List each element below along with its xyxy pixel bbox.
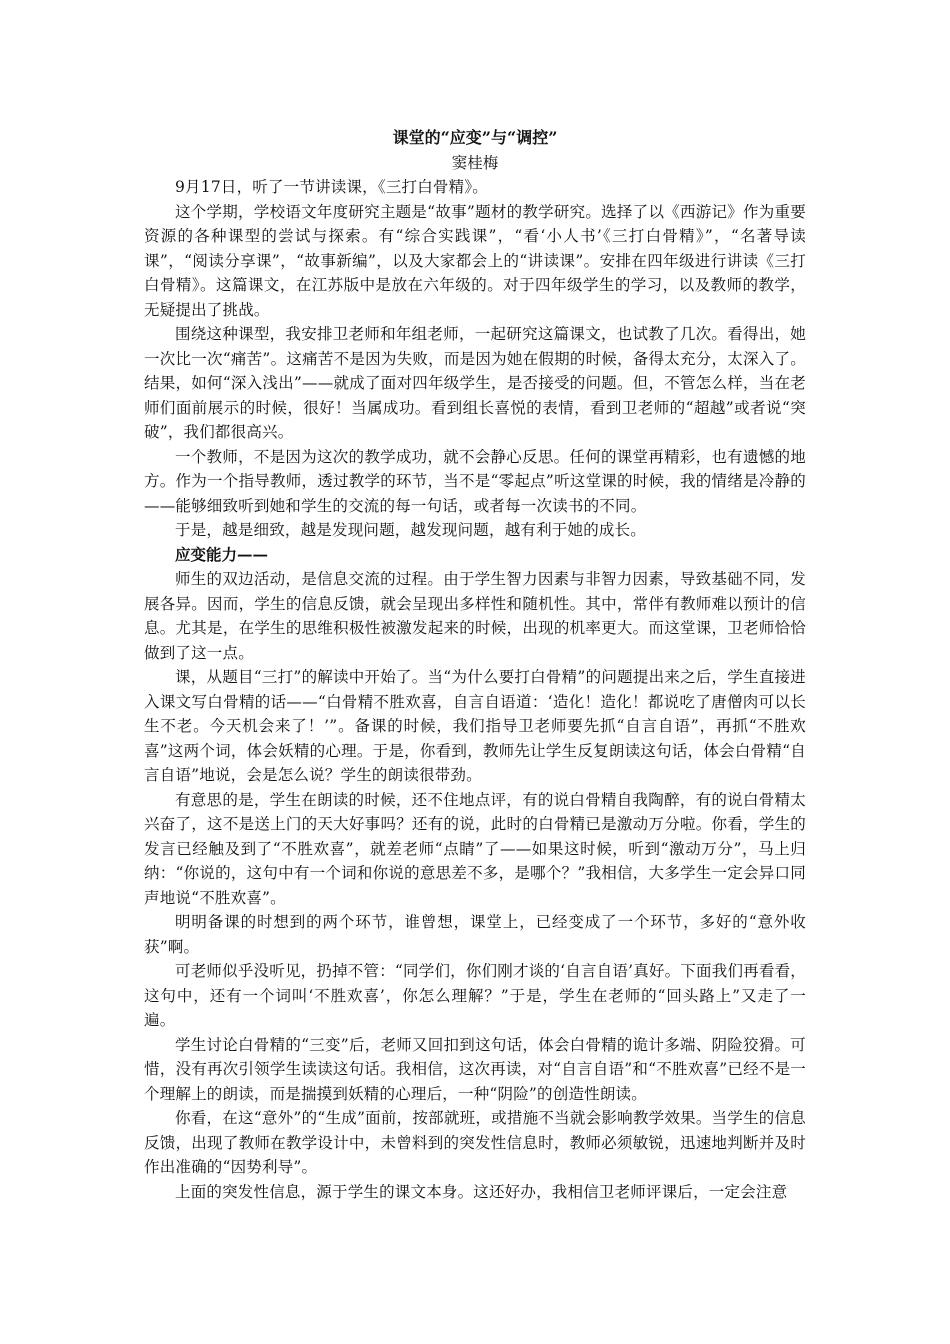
paragraph-closing: 上面的突发性信息，源于学生的课文本身。这还好办，我相信卫老师评课后，一定会注意: [175, 1182, 788, 1201]
paragraph-growth: 于是，越是细致，越是发现问题，越发现问题，越有利于她的成长。: [175, 521, 647, 539]
section-heading: 应变能力——: [175, 544, 269, 564]
paragraph-unexpected-gain: 明明备课的时想到的两个环节，谁曾想，课堂上，已经变成了一个环节，多好的“意外收获”啊。: [144, 913, 806, 956]
document-page: [144, 126, 806, 1204]
paragraph-guidance: 你看，在这“意外”的“生成”面前，按部就班，或措施不当就会影响教学效果。当学生的信息反馈，出现了教师在教学设计中，未曾料到的突发性信息时，教师必须敏锐，迅速地判断并及时作出准确的“因势利导”。: [144, 1109, 806, 1176]
document-author: 窦桂梅: [451, 153, 499, 172]
document-title: 课堂的“应变”与“调控”: [392, 128, 558, 147]
paragraph-three-changes: 学生讨论白骨精的“三变”后，老师又回扣到这句话，体会白骨精的诡计多端、阴险狡猾。可惜，没有再次引领学生读读这句话。我相信，这次再读，对“自言自语”和“不胜欢喜”已经不是一个理解上的朗读，而是揣摸到妖精的心理后，一种“阴险”的创造性朗读。: [144, 1035, 806, 1103]
paragraph-lesson-start: 课，从题目“三打”的解读中开始了。当“为什么要打白骨精”的问题提出来之后，学生直接进入课文写白骨精的话——“白骨精不胜欢喜，自言自语道：‘造化！造化！都说吃了唐僧肉可以长生不老。今天机会来了！’”。备课的时候，我们指导卫老师要先抓“自言自语”，再抓“不胜欢喜”这两个词，体会妖精的心理。于是，你看到，教师先让学生反复朗读这句话，体会白骨精“自言自语”地说，会是怎么说？学生的朗读很带劲。: [144, 668, 806, 784]
paragraph-preparation: 围绕这种课型，我安排卫老师和年组老师，一起研究这篇课文，也试教了几次。看得出，她一次比一次“痛苦”。这痛苦不是因为失败，而是因为她在假期的时候，备得太充分，太深入了。结果，如何“深入浅出”——就成了面对四年级学生，是否接受的问题。但，不管怎么样，当在老师们面前展示的时候，很好！当属成功。看到组长喜悦的表情，看到卫老师的“超越”或者说“突破”，我们都很高兴。: [144, 325, 806, 441]
paragraph-research-theme: 这个学期，学校语文年度研究主题是“故事”题材的教学研究。选择了以《西游记》作为重要资源的各种课型的尝试与探索。有“综合实践课”，“看‘小人书’《三打白骨精》”，“名著导读课”，“阅读分享课”，“故事新编”，以及大家都会上的“讲读课”。安排在四年级进行讲读《三打白骨精》。这篇课文，在江苏版中是放在六年级的。对于四年级学生的学习，以及教师的教学，无疑提出了挑战。: [144, 202, 806, 319]
paragraph-date: 9月17日，听了一节讲读课，《三打白骨精》。: [175, 178, 488, 196]
paragraph-teacher-ignored: 可老师似乎没听见，扔掉不管：“同学们，你们刚才谈的‘自言自语’真好。下面我们再看看，这句中，还有一个词叫‘不胜欢喜’，你怎么理解？”于是，学生在老师的“回头路上”又走了一遍。: [144, 962, 806, 1029]
paragraph-reflection: 一个教师，不是因为这次的教学成功，就不会静心反思。任何的课堂再精彩，也有遗憾的地方。作为一个指导教师，透过教学的环节，当不是“零起点”听这堂课的时候，我的情绪是冷静的——能够细致听到她和学生的交流的每一句话，或者每一次读书的不同。: [144, 447, 806, 515]
paragraph-interaction: 师生的双边活动，是信息交流的过程。由于学生智力因素与非智力因素，导致基础不同，发展各异。因而，学生的信息反馈，就会呈现出多样性和随机性。其中，常伴有教师难以预计的信息。尤其是，在学生的思维积极性被激发起来的时候，出现的机率更大。而这堂课，卫老师恰恰做到了这一点。: [144, 570, 806, 662]
paragraph-student-comments: 有意思的是，学生在朗读的时候，还不住地点评，有的说白骨精自我陶醉，有的说白骨精太兴奋了，这不是送上门的天大好事吗？还有的说，此时的白骨精已是激动万分啦。你看，学生的发言已经触及到了“不胜欢喜”，就差老师“点睛”了——如果这时候，听到“激动万分”，马上归纳：“你说的，这句中有一个词和你说的意思差不多，是哪个？”我相信，大多学生一定会异口同声地说“不胜欢喜”。: [144, 790, 806, 907]
